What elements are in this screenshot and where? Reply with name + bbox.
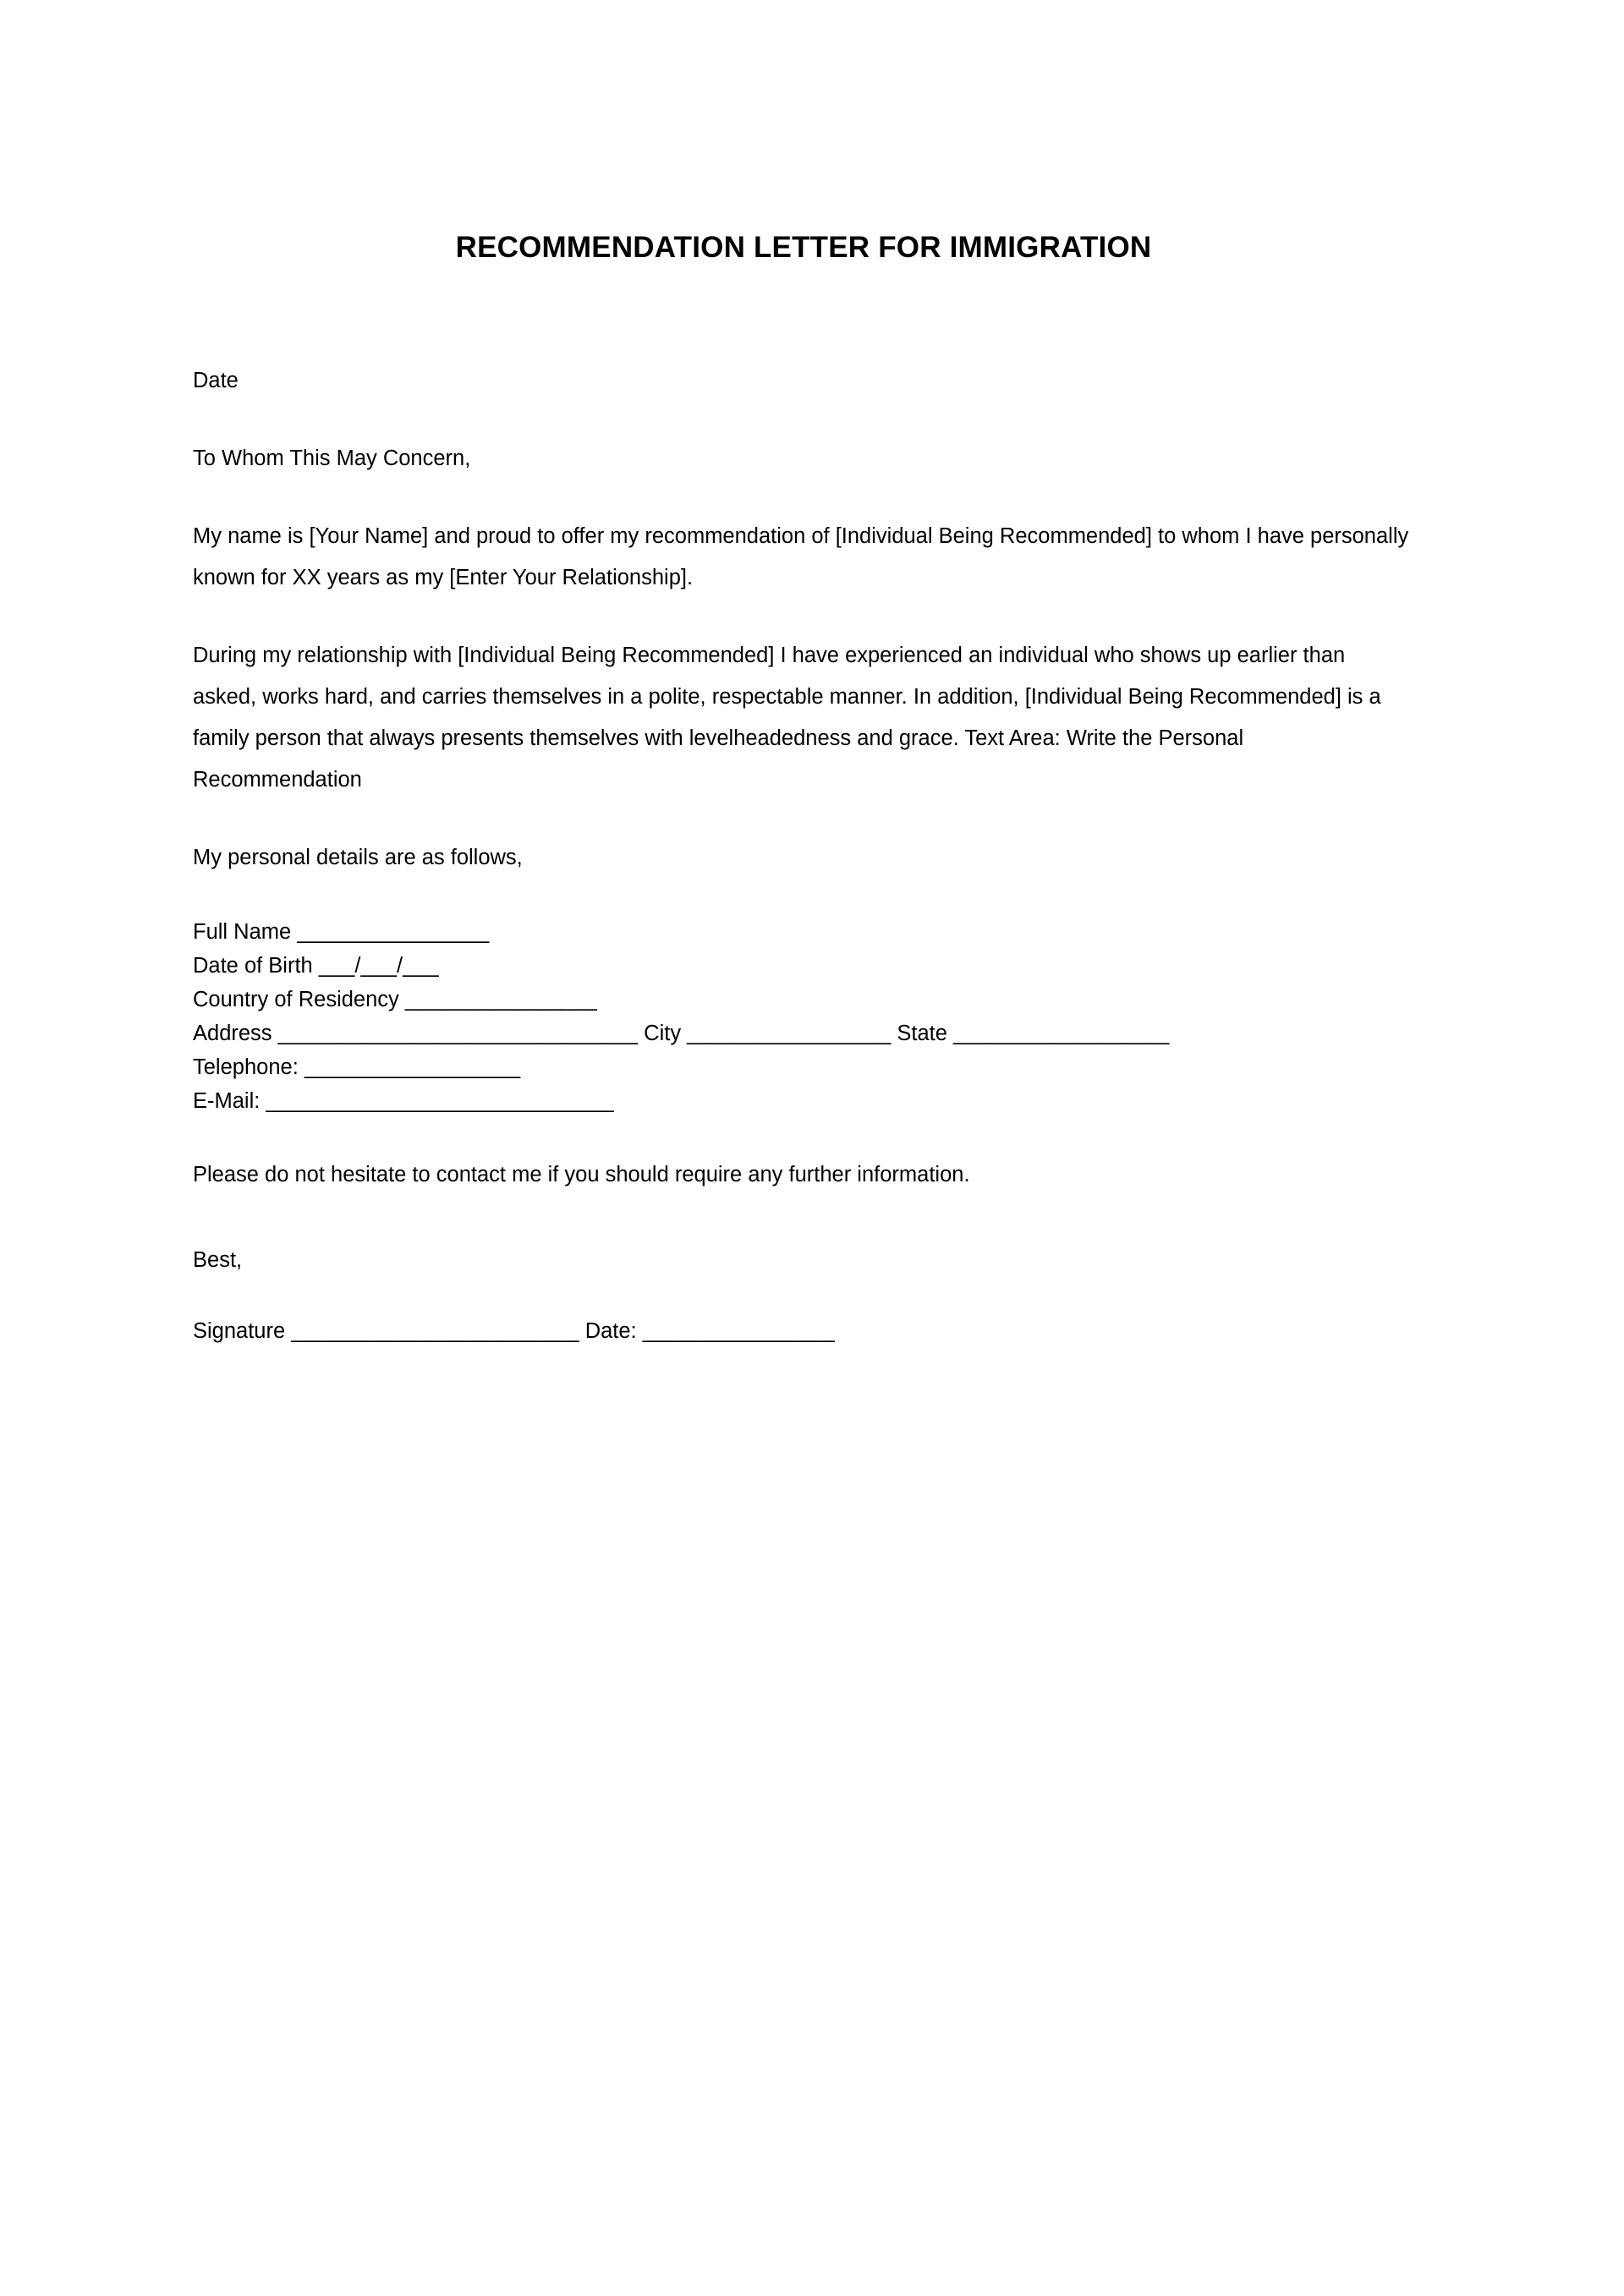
field-email[interactable]: E-Mail: _____________________________ <box>193 1089 614 1113</box>
paragraph-introduction: My name is [Your Name] and proud to offer my recommendation of [Individual Being Recommended] to whom I have personally known for XX years as my [Enter Your Relationship]. <box>193 524 1415 589</box>
letter-body <box>193 266 1414 1345</box>
document-content <box>193 0 1414 1345</box>
page-title: RECOMMENDATION LETTER FOR IMMIGRATION <box>455 231 1152 264</box>
field-telephone[interactable]: Telephone: __________________ <box>193 1055 521 1079</box>
personal-details-intro: My personal details are as follows, <box>193 846 523 869</box>
field-country-of-residency[interactable]: Country of Residency ________________ <box>193 988 597 1011</box>
sign-off: Best, <box>193 1248 243 1272</box>
salutation: To Whom This May Concern, <box>193 447 471 470</box>
field-date-of-birth[interactable]: Date of Birth ___/___/___ <box>193 954 439 978</box>
paragraph-recommendation: During my relationship with [Individual Being Recommended] I have experienced an individual who shows up earlier than asked, works hard, and carries themselves in a polite, respectable manner. In addition, [Individual Being Recommended] is a family person that always presents themselves with levelheadedness and grace. Text Area: Write the Personal Recommendation <box>193 644 1387 792</box>
closing-note: Please do not hesitate to contact me if you should require any further information. <box>193 1163 970 1186</box>
closing-spacer <box>193 1196 1414 1240</box>
field-full-name[interactable]: Full Name ________________ <box>193 920 490 944</box>
date-label: Date <box>193 369 239 392</box>
field-address-city-state[interactable]: Address ______________________________ City _________________ State __________________ <box>193 1022 1170 1045</box>
personal-details-fields <box>193 915 1414 1118</box>
signature-and-date-line[interactable]: Signature ________________________ Date: ________________ <box>193 1319 835 1343</box>
